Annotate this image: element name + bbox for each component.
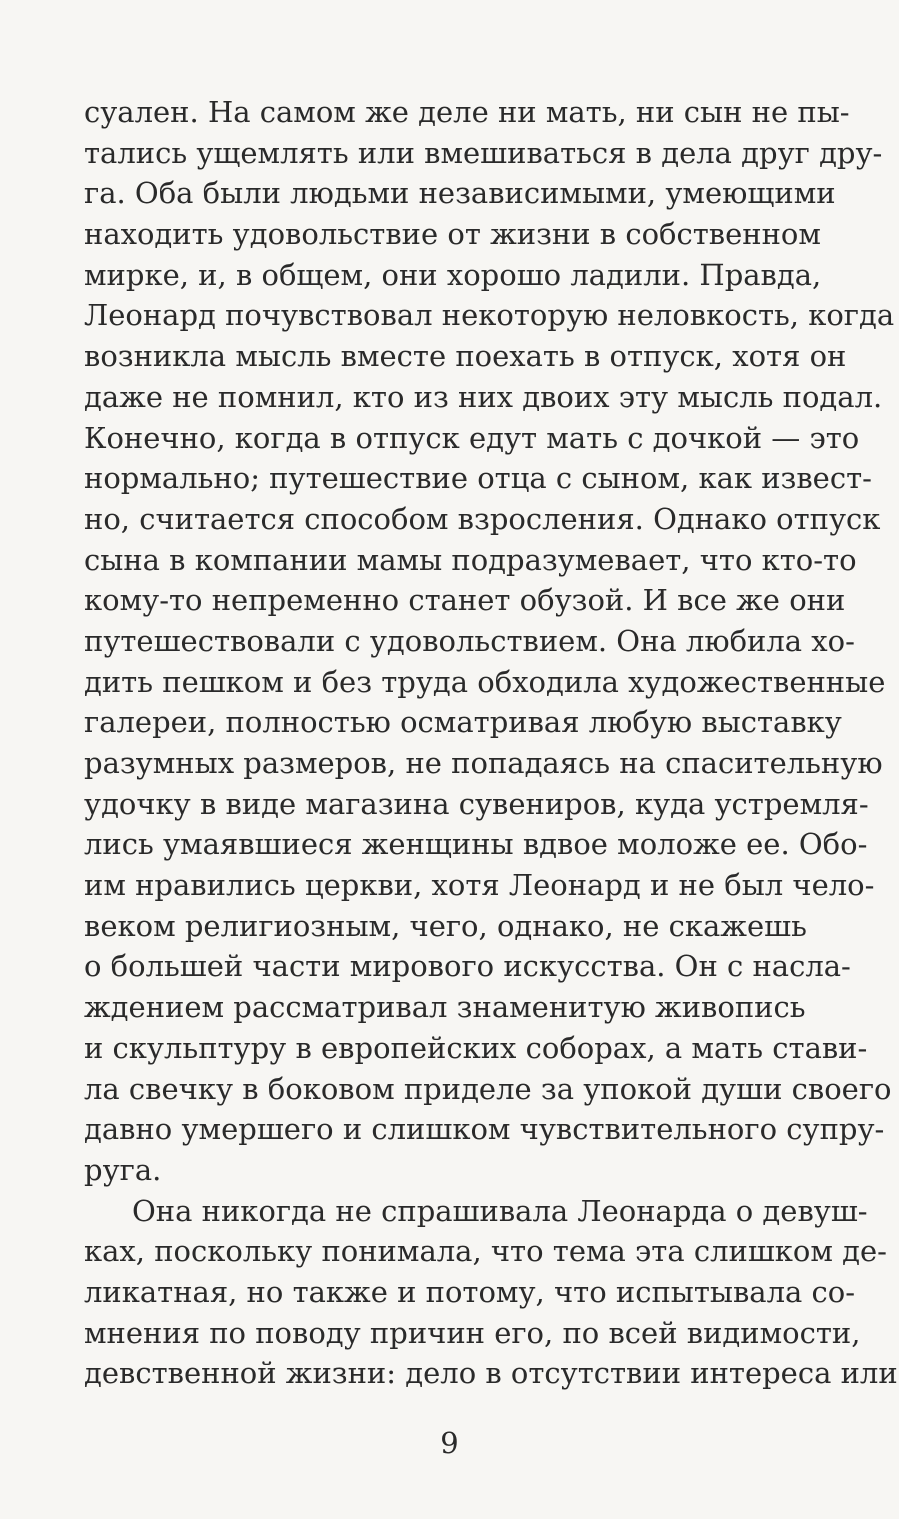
- text-line: девственной жизни: дело в отсутствии интереса или: [84, 1356, 898, 1391]
- text-line: сына в компании мамы подразумевает, что кто-то: [84, 542, 857, 577]
- text-line: ждением рассматривал знаменитую живопись: [84, 990, 806, 1025]
- text-line: давно умершего и слишком чувствительного супру-: [84, 1112, 885, 1147]
- text-line: га. Оба были людьми независимыми, умеющими: [84, 176, 836, 211]
- text-line: разумных размеров, не попадаясь на спасительную: [84, 746, 883, 780]
- text-line: о большей части мирового искусства. Он с насла-: [84, 949, 851, 984]
- text-line: ла свечку в боковом приделе за упокой души своего: [84, 1071, 892, 1106]
- text-line: кому-то непременно станет обузой. И все же они: [84, 583, 846, 618]
- text-line: и скульптуру в европейских соборах, а мать стави-: [84, 1030, 868, 1065]
- text-line: мнения по поводу причин его, по всей видимости,: [84, 1315, 861, 1350]
- text-line: находить удовольствие от жизни в собственном: [84, 217, 821, 252]
- text-line: тались ущемлять или вмешиваться в дела друг дру-: [84, 135, 883, 170]
- text-line: возникла мысль вместе поехать в отпуск, хотя он: [84, 339, 847, 374]
- text-line: путешествовали с удовольствием. Она любила хо-: [84, 623, 855, 658]
- text-line: галереи, полностью осматривая любую выставку: [84, 705, 842, 740]
- text-line: но, считается способом взросления. Однако отпуск: [84, 501, 881, 536]
- text-line: лись умаявшиеся женщины вдвое моложе ее. Обо-: [84, 827, 868, 862]
- page-number: 9: [440, 1426, 459, 1460]
- paragraph-1: [84, 92, 895, 1191]
- text-line: Она никогда не спрашивала Леонарда о девуш-: [132, 1193, 868, 1228]
- paragraph-2: [84, 1191, 898, 1394]
- text-line: ках, поскольку понимала, что тема эта слишком де-: [84, 1234, 887, 1269]
- text-line: им нравились церкви, хотя Леонард и не был чело-: [84, 868, 875, 903]
- text-line: мирке, и, в общем, они хорошо ладили. Правда,: [84, 257, 822, 292]
- text-line: веком религиозным, чего, однако, не скажешь: [84, 908, 807, 943]
- body-text: [84, 92, 898, 1394]
- text-line: суален. На самом же деле ни мать, ни сын не пы-: [84, 95, 850, 129]
- text-line: даже не помнил, кто из них двоих эту мысль подал.: [84, 379, 883, 414]
- text-line: нормально; путешествие отца с сыном, как извест-: [84, 461, 872, 496]
- text-line: ликатная, но также и потому, что испытывала со-: [84, 1274, 856, 1309]
- text-line: Леонард почувствовал некоторую неловкость, когда: [84, 298, 895, 333]
- text-line: дить пешком и без труда обходила художественные: [84, 664, 886, 699]
- text-line: Конечно, когда в отпуск едут мать с дочкой — это: [84, 420, 860, 455]
- text-line: удочку в виде магазина сувениров, куда устремля-: [84, 786, 869, 821]
- text-line: руга.: [84, 1152, 162, 1187]
